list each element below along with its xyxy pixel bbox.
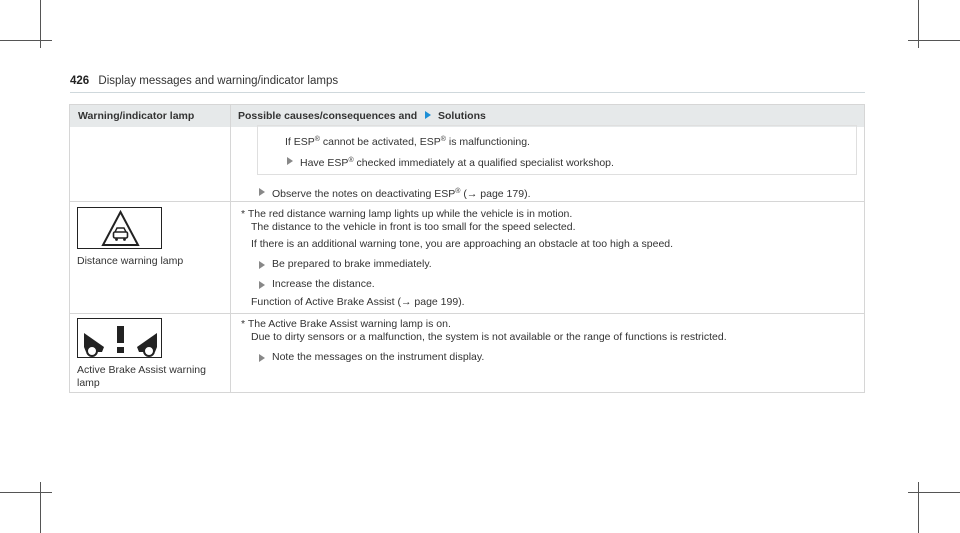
distance-step: Increase the distance. [272,278,375,290]
brake-assist-reference: Function of Active Brake Assist (→ page 199). [251,296,465,308]
brake-assist-lamp-label-1: Active Brake Assist warning [77,364,206,376]
triangle-right-icon [425,111,431,119]
esp-deactivate-step: Observe the notes on deactivating ESP® (→ page 179). [272,188,531,200]
brake-assist-desc-2: Due to dirty sensors or a malfunction, the system is not available or the range of functions is restricted. [251,331,727,343]
brake-assist-desc-1: * The Active Brake Assist warning lamp is on. [241,318,451,330]
triangle-right-icon [287,157,293,165]
crop-mark [908,492,960,493]
distance-lamp-desc-1: * The red distance warning lamp lights up while the vehicle is in motion. [241,208,573,220]
brake-assist-lamp-label-2: lamp [77,377,100,389]
esp-malfunction-text: If ESP® cannot be activated, ESP® is malfunctioning. [285,136,530,148]
triangle-right-icon [259,354,265,362]
brake-step: Be prepared to brake immediately. [272,258,432,270]
column-divider [230,105,231,392]
table-header [70,105,864,127]
triangle-car-icon [77,207,162,249]
col-header-solutions-text: Solutions [438,110,486,122]
distance-lamp-label: Distance warning lamp [77,255,184,267]
warning-lamp-table [69,104,865,393]
page-number: 426 [70,75,90,87]
crop-mark [0,40,52,41]
distance-lamp-desc-2: The distance to the vehicle in front is too small for the speed selected. [251,221,576,233]
row-divider [70,313,864,314]
crop-mark [908,40,960,41]
col-header-causes-text: Possible causes/consequences and [238,110,418,122]
distance-lamp-desc-3: If there is an additional warning tone, you are approaching an obstacle at too high a speed. [251,238,674,250]
header-rule [70,92,865,93]
row-divider [70,201,864,202]
crop-mark [918,482,919,533]
section-title: Display messages and warning/indicator lamps [98,75,339,87]
crop-mark [40,482,41,533]
col-header-lamp: Warning/indicator lamp [78,110,195,122]
running-header [70,75,338,87]
triangle-right-icon [259,261,265,269]
crop-mark [0,492,52,493]
esp-check-step: Have ESP® checked immediately at a qualified specialist workshop. [300,157,614,169]
display-messages-step: Note the messages on the instrument display. [272,351,485,363]
collision-warning-icon [77,318,162,358]
triangle-right-icon [259,281,265,289]
esp-note-box [257,125,857,175]
triangle-right-icon [259,188,265,196]
col-header-causes [238,110,486,122]
